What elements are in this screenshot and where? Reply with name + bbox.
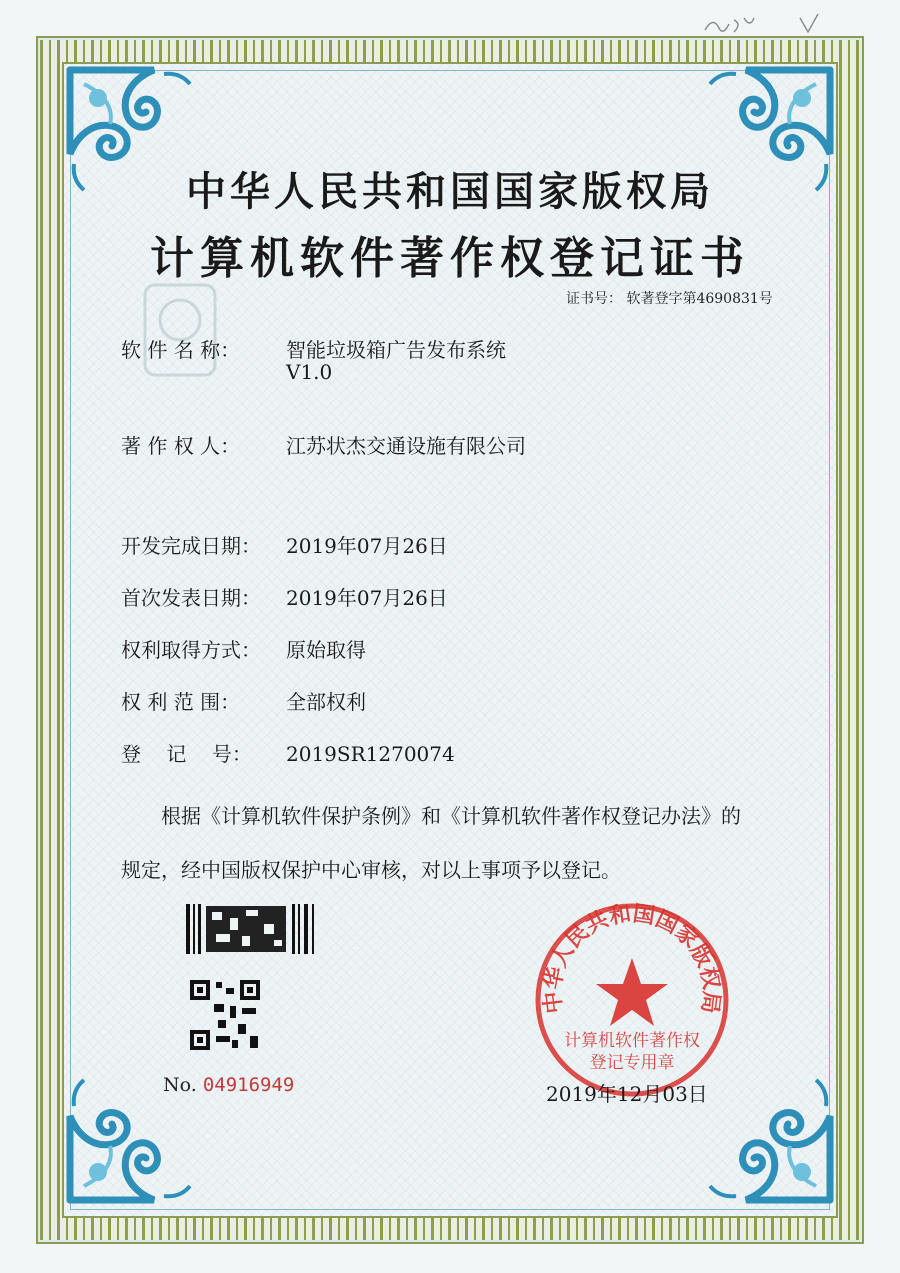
field-label: 权 利 范 围：	[121, 690, 241, 714]
handwritten-mark-icon	[700, 10, 830, 40]
field-value: V1.0	[286, 360, 333, 384]
field-copyright-owner	[121, 430, 526, 459]
serial-prefix: No.	[163, 1074, 197, 1096]
field-acquisition-method	[121, 634, 366, 663]
field-software-version	[121, 360, 332, 384]
serial-value: 04916949	[202, 1074, 295, 1096]
field-value: 智能垃圾箱广告发布系统	[286, 338, 506, 362]
issuer-title: 中华人民共和国国家版权局	[186, 168, 714, 215]
field-publish-date	[121, 582, 448, 611]
field-label: 开发完成日期：	[121, 534, 261, 558]
field-value: 原始取得	[286, 638, 366, 662]
field-label: 著 作 权 人：	[121, 434, 241, 458]
field-software-name	[121, 334, 506, 363]
certificate-number: 证书号： 软著登字第4690831号	[566, 291, 773, 307]
field-rights-scope	[121, 686, 366, 715]
field-value: 全部权利	[286, 690, 366, 714]
official-seal	[532, 900, 732, 1100]
field-value: 江苏状杰交通设施有限公司	[286, 434, 526, 458]
field-completion-date	[121, 530, 448, 559]
field-value: 2019年07月26日	[286, 586, 448, 610]
field-value: 2019年07月26日	[286, 534, 448, 558]
field-label: 权利取得方式：	[121, 638, 261, 662]
barcode-icon	[186, 904, 316, 954]
seal-inner-line: 登记专用章	[589, 1053, 675, 1073]
issue-date: 2019年12月03日	[546, 1082, 708, 1106]
field-label: 首次发表日期：	[121, 586, 261, 610]
qr-code-icon	[190, 980, 260, 1050]
seal-ring-text: 中华人民共和国国家版权局	[539, 900, 725, 1015]
field-value: 2019SR1270074	[286, 742, 455, 766]
serial-number	[163, 1074, 294, 1096]
body-text-line: 根据《计算机软件保护条例》和《计算机软件著作权登记办法》的	[161, 804, 741, 828]
field-label: 登 记 号：	[121, 742, 252, 766]
field-registration-number	[121, 738, 455, 767]
certificate-title: 计算机软件著作权登记证书	[150, 233, 750, 284]
body-text-line: 规定，经中国版权保护中心审核，对以上事项予以登记。	[121, 858, 621, 882]
field-label: 软 件 名 称：	[121, 338, 241, 362]
star-icon	[596, 958, 668, 1026]
seal-inner-line: 计算机软件著作权	[564, 1031, 700, 1051]
